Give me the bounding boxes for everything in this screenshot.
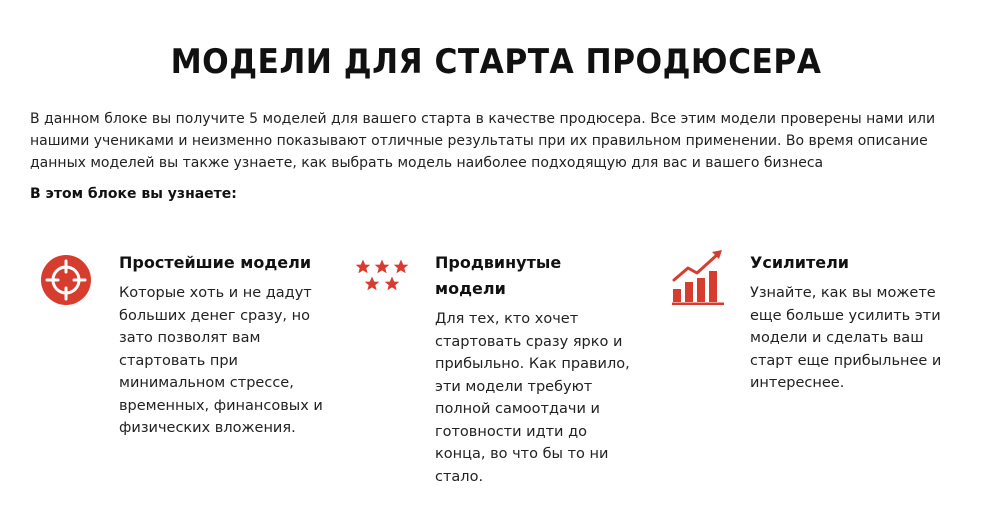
stars-icon [352, 256, 416, 296]
feature-text: Для тех, кто хочет стартовать сразу ярко и прибыльно. Как правило, эти модели требуют полной самоотдачи и готовности идти до конца, во что бы то ни стало. [435, 311, 630, 485]
growth-chart-icon [670, 244, 730, 308]
feature-title: Простейшие модели [119, 253, 312, 272]
feature-body [750, 248, 955, 395]
feature-title: Усилители [750, 253, 850, 272]
feature-body [119, 248, 324, 440]
feature-text: Которые хоть и не дадут больших денег сразу, но зато позволят вам стартовать при минимальном стрессе, временных, финансовых и физических вложения. [119, 285, 323, 436]
intro-paragraph: В данном блоке вы получите 5 моделей для вашего старта в качестве продюсера. Все этим модели проверены нами или нашими учениками и неизменно показывают отличные результаты при их правильном применении. Во время описание данных моделей вы также узнаете, как выбрать модель наиболее подходящую для вас и вашего бизнеса [30, 111, 936, 171]
feature-title: Продвинутые модели [435, 253, 562, 298]
section-subheading: В этом блоке вы узнаете: [30, 186, 237, 202]
page-title: МОДЕЛИ ДЛЯ СТАРТА ПРОДЮСЕРА [170, 42, 822, 82]
feature-body [435, 248, 635, 488]
feature-text: Узнайте, как вы можете еще больше усилить эти модели и сделать ваш старт еще прибыльнее и интереснее. [750, 285, 942, 391]
target-icon [38, 252, 94, 312]
